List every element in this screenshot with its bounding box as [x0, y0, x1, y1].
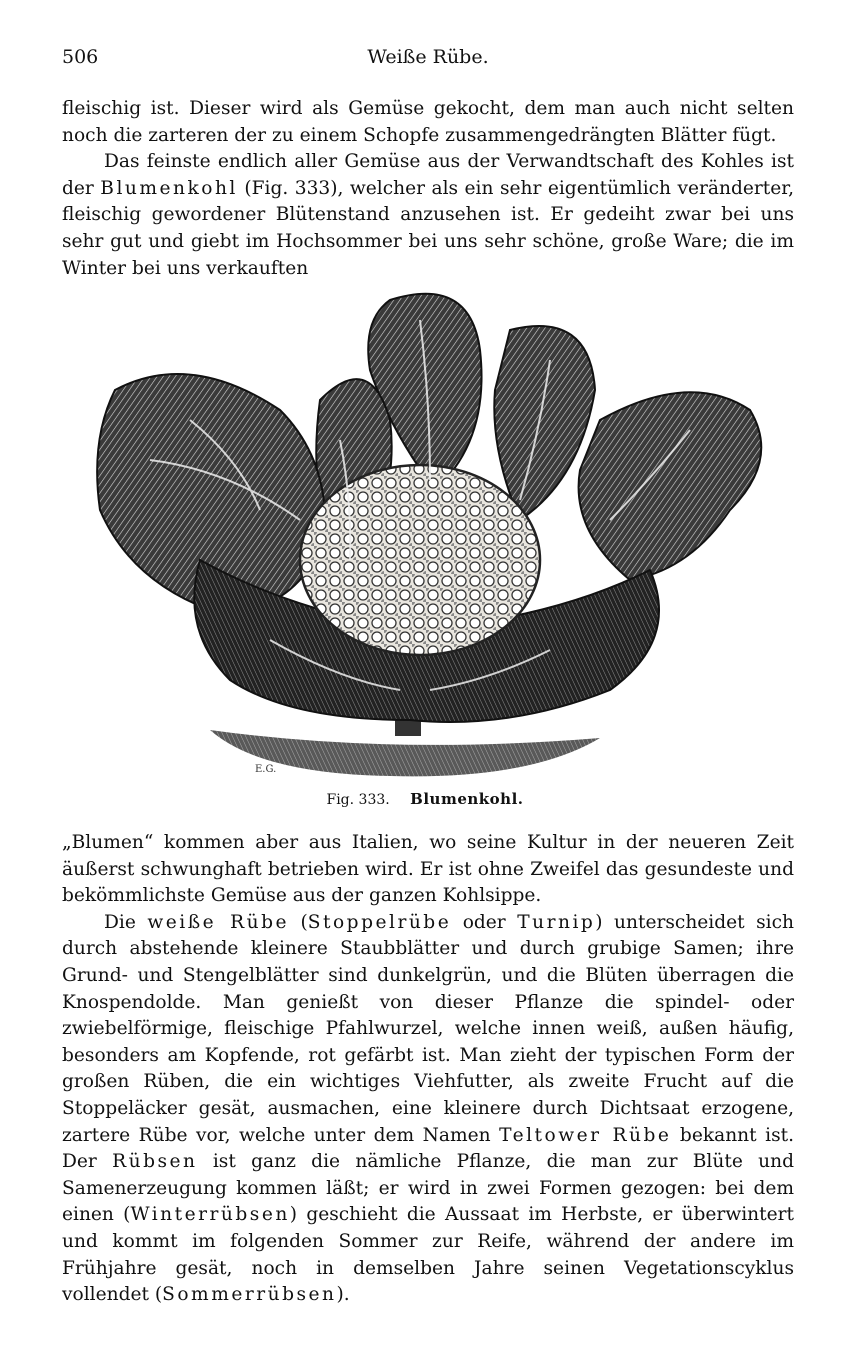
cauliflower-engraving	[90, 280, 770, 780]
spaced-term: Rübsen	[112, 1151, 198, 1173]
paragraph	[62, 910, 794, 1309]
spaced-term: weiße Rübe	[147, 911, 290, 933]
running-title: Weiße Rübe.	[367, 46, 489, 68]
spaced-term: Teltower Rübe	[499, 1124, 672, 1146]
text-run: bekannt ist. Der	[62, 1124, 794, 1173]
caption-title: Blumenkohl.	[410, 790, 524, 808]
text-run: ).	[336, 1284, 350, 1306]
top-text-block	[62, 96, 794, 282]
spaced-term: Stoppelrübe	[307, 911, 452, 933]
page-header	[62, 46, 794, 76]
paragraph: „Blumen“ kommen aber aus Italien, wo seine Kultur in der neueren Zeit äußerst schwunghaft betrieben wird. Er ist ohne Zweifel das gesundeste und bekömmlichste Gemüse aus der ganzen Kohlsippe.	[62, 832, 794, 907]
page-number: 506	[62, 46, 99, 68]
spaced-term: Turnip	[517, 911, 596, 933]
text-run: oder	[451, 911, 518, 933]
text-run: (Fig. 333), welcher als ein sehr eigentümlich veränderter, fleischig gewordener Blütenstand anzusehen ist. Er gedeiht zwar bei uns sehr gut und giebt im Hochsommer bei uns sehr schöne, große Ware; die im Winter bei uns verkauften	[62, 177, 794, 279]
text-run: Die	[104, 911, 148, 933]
figure-illustration	[90, 280, 770, 780]
text-run: (	[289, 911, 308, 933]
text-run: ) geschieht die Aussaat im Herbste, er überwintert und kommt im folgenden Sommer zur Reife, während der andere im Frühjahre gesät, noch in demselben Jahre seinen Vegetationscyklus vollendet (	[62, 1204, 794, 1306]
text-run: ) unterscheidet sich durch abstehende kleinere Staubblätter und durch grubige Samen; ihre Grund- und Stengelblätter sind dunkelgrün, und die Blüten überragen die Knospendolde. Man genießt von dieser Pflanze die spindel- oder zwiebelförmige, fleischige Pfahlwurzel, welche innen weiß, außen häufig, besonders am Kopfende, rot gefärbt ist. Man zieht der typischen Form der großen Rüben, die ein wichtiges Viehfutter, als zweite Frucht auf die Stoppeläcker gesät, ausmachen, eine kleinere durch Dichtsaat erzogene, zartere Rübe vor, welche unter dem Namen	[62, 911, 794, 1146]
spaced-term: Sommerrübsen	[162, 1284, 337, 1306]
text-run: ist ganz die nämliche Pflanze, die man zur Blüte und Samenerzeugung kommen läßt; er wird in zwei Formen gezogen: bei dem einen (	[62, 1151, 794, 1226]
figure-caption	[0, 790, 850, 808]
paragraph	[62, 149, 794, 282]
caption-number: Fig. 333.	[326, 792, 390, 808]
svg-text:E.G.: E.G.	[255, 764, 277, 775]
bottom-text-block	[62, 830, 794, 1309]
paragraph: fleischig ist. Dieser wird als Gemüse gekocht, dem man auch nicht selten noch die zarteren der zu einem Schopfe zusammengedrängten Blätter fügt.	[62, 98, 794, 146]
spaced-term: Winterrübsen	[130, 1204, 290, 1226]
text-run: Das feinste endlich aller Gemüse aus der Verwandtschaft des Kohles ist der	[62, 151, 794, 199]
spaced-term: Blumenkohl	[100, 177, 238, 199]
